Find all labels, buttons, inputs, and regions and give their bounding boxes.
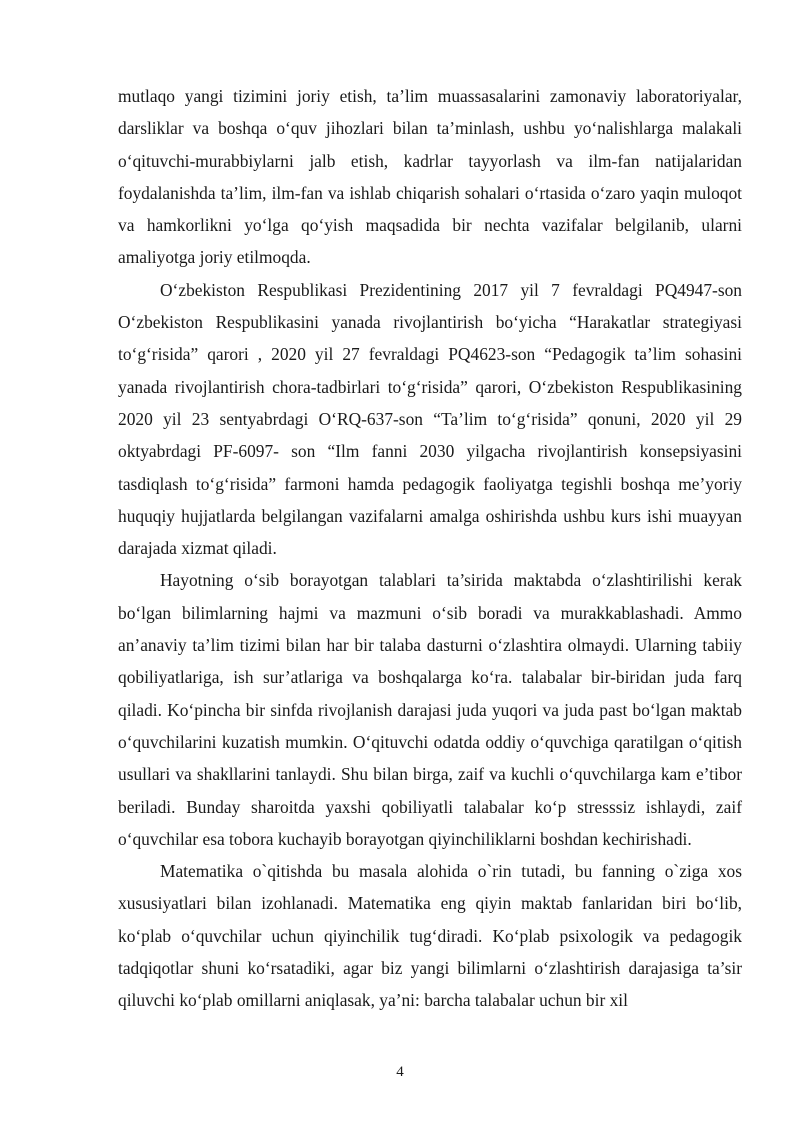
paragraph-learning-demands: Hayotning o‘sib borayotgan talablari ta’sirida maktabda o‘zlashtirilishi kerak bo‘lgan bilimlarning hajmi va mazmuni o‘sib boradi va murakkablashadi. Ammo an’anaviy ta’lim tizimi bilan har bir talaba dasturni o‘zlashtira olmaydi. Ularning tabiiy qobiliyatlariga, ish sur’atlariga va boshqalarga ko‘ra. talabalar bir-biridan juda farq qiladi. Ko‘pincha bir sinfda rivojlanish darajasi juda yuqori va juda past bo‘lgan maktab o‘quvchilarini kuzatish mumkin. O‘qituvchi odatda oddiy o‘quvchiga qaratilgan o‘qitish usullari va shakllarini tanlaydi. Shu bilan birga, zaif va kuchli o‘quvchilarga kam e’tibor beriladi. Bunday sharoitda yaxshi qobiliyatli talabalar ko‘p stresssiz ishlaydi, zaif o‘quvchilar esa tobora kuchayib borayotgan qiyinchiliklarni boshdan kechirishadi. (118, 570, 742, 849)
paragraph-mathematics-teaching: Matematika o`qitishda bu masala alohida o`rin tutadi, bu fanning o`ziga xos xususiyatlari bilan izohlanadi. Matematika eng qiyin maktab fanlaridan biri bo‘lib, ko‘plab o‘quvchilar uchun qiyinchilik tug‘diradi. Ko‘plab psixologik va pedagogik tadqiqotlar shuni ko‘rsatadiki, agar biz yangi bilimlarni o‘zlashtirish darajasiga ta’sir qiluvchi ko‘plab omillarni aniqlasak, ya’ni: barcha talabalar uchun bir xil (118, 861, 742, 1011)
page-number: 4 (396, 1064, 404, 1080)
paragraph-legal-references: O‘zbekiston Respublikasi Prezidentining 2017 yil 7 fevraldagi PQ4947-son O‘zbekiston Respublikasini yanada rivojlantirish bo‘yicha “Harakatlar strategiyasi to‘g‘risida” qarori , 2020 yil 27 fevraldagi PQ4623-son “Pedagogik ta’lim sohasini yanada rivojlantirish chora-tadbirlari to‘g‘risida” qarori, O‘zbekiston Respublikasining 2020 yil 23 sentyabrdagi O‘RQ-637-son “Ta’lim to‘g‘risida” qonuni, 2020 yil 29 oktyabrdagi PF-6097- son “Ilm fanni 2030 yilgacha rivojlantirish konsepsiyasini tasdiqlash to‘g‘risida” farmoni hamda pedagogik faoliyatga tegishli boshqa me’yoriy huquqiy hujjatlarda belgilangan vazifalarni amalga oshirishda ushbu kurs ishi muayyan darajada xizmat qiladi. (118, 279, 742, 559)
document-body (118, 80, 742, 1017)
paragraph-continuation: mutlaqo yangi tizimini joriy etish, ta’lim muassasalarini zamonaviy laboratoriyalar, darsliklar va boshqa o‘quv jihozlari bilan ta’minlash, ushbu yo‘nalishlarga malakali o‘qituvchi-murabbiylarni jalb etish, kadrlar tayyorlash va ilm-fan natijalaridan foydalanishda ta’lim, ilm-fan va ishlab chiqarish sohalari o‘rtasida o‘zaro yaqin muloqot va hamkorlikni yo‘lga qo‘yish maqsadida bir nechta vazifalar belgilanib, ularni amaliyotga joriy etilmoqda. (118, 86, 742, 268)
